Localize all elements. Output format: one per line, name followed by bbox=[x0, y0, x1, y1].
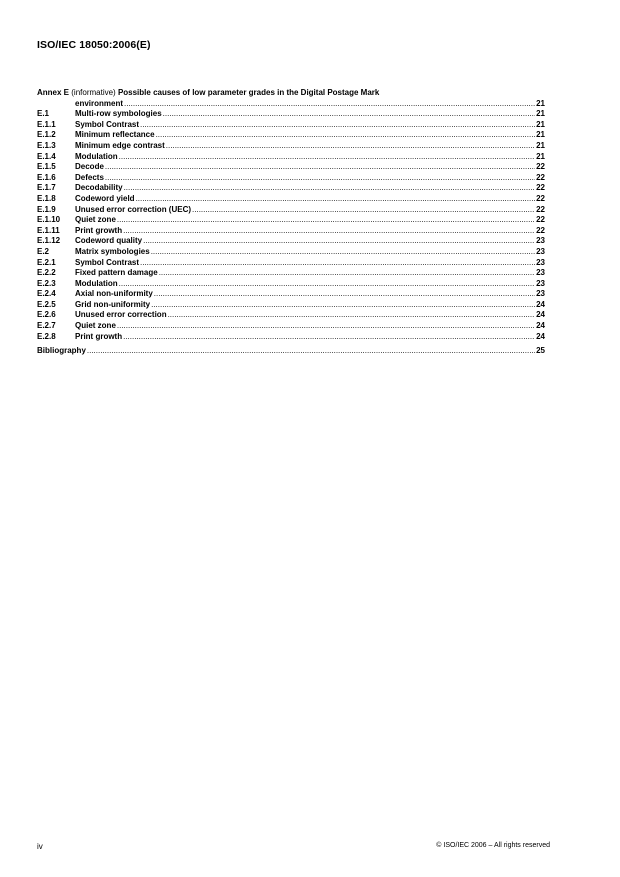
section-number: E.1.9 bbox=[37, 204, 56, 214]
footer-copyright: © ISO/IEC 2006 – All rights reserved bbox=[436, 842, 550, 849]
section-title: Print growth bbox=[75, 331, 123, 341]
dot-leader bbox=[151, 300, 535, 311]
page-number: 24 bbox=[536, 310, 545, 320]
page-number: 21 bbox=[536, 98, 545, 108]
toc-entry[interactable] bbox=[37, 205, 545, 216]
section-number: E.2.5 bbox=[37, 299, 56, 309]
dot-leader bbox=[119, 152, 535, 163]
section-number: E.2.4 bbox=[37, 289, 56, 299]
page-number: 22 bbox=[536, 162, 545, 172]
dot-leader bbox=[166, 141, 535, 152]
annex-title: Possible causes of low parameter grades in the Digital Postage Mark bbox=[117, 88, 380, 97]
toc-entry[interactable] bbox=[37, 152, 545, 163]
dot-leader bbox=[87, 346, 535, 357]
toc-entry[interactable] bbox=[37, 173, 545, 184]
dot-leader bbox=[156, 130, 536, 141]
section-number: E.1 bbox=[37, 109, 50, 119]
page-number: 23 bbox=[536, 236, 545, 246]
toc-entry[interactable] bbox=[37, 236, 545, 247]
table-of-contents bbox=[37, 88, 545, 357]
dot-leader bbox=[140, 120, 535, 131]
section-title: Modulation bbox=[75, 278, 118, 288]
section-number: E.1.4 bbox=[37, 151, 56, 161]
section-number: E.2.8 bbox=[37, 331, 56, 341]
dot-leader bbox=[123, 226, 535, 237]
section-title: Defects bbox=[75, 172, 104, 182]
section-number: E.2 bbox=[37, 246, 50, 256]
page-number: 22 bbox=[536, 193, 545, 203]
toc-entry[interactable] bbox=[37, 109, 545, 120]
footer-page-number: iv bbox=[37, 842, 43, 851]
dot-leader bbox=[124, 183, 536, 194]
toc-entry[interactable] bbox=[37, 300, 545, 311]
section-title: Multi-row symbologies bbox=[75, 109, 162, 119]
dot-leader bbox=[119, 279, 535, 290]
toc-entries bbox=[37, 109, 545, 342]
dot-leader bbox=[163, 109, 535, 120]
toc-entry[interactable] bbox=[37, 332, 545, 343]
annex-title-continued: environment bbox=[75, 98, 124, 108]
dot-leader bbox=[159, 268, 535, 279]
section-number: E.2.2 bbox=[37, 268, 56, 278]
page-number: 23 bbox=[536, 278, 545, 288]
section-title: Fixed pattern damage bbox=[75, 268, 158, 278]
section-title: Matrix symbologies bbox=[75, 246, 150, 256]
section-title: Symbol Contrast bbox=[75, 257, 140, 267]
page-number: 22 bbox=[536, 225, 545, 235]
section-title: Codeword yield bbox=[75, 193, 135, 203]
section-number: E.1.2 bbox=[37, 130, 56, 140]
page-number: 21 bbox=[536, 109, 545, 119]
page-number: 22 bbox=[536, 183, 545, 193]
section-number: E.2.6 bbox=[37, 310, 56, 320]
page-number: 25 bbox=[536, 346, 545, 356]
page-number: 23 bbox=[536, 246, 545, 256]
section-title: Grid non-uniformity bbox=[75, 299, 151, 309]
toc-entry[interactable] bbox=[37, 310, 545, 321]
page-number: 23 bbox=[536, 268, 545, 278]
toc-entry[interactable] bbox=[37, 162, 545, 173]
toc-entry[interactable] bbox=[37, 183, 545, 194]
section-title: Unused error correction bbox=[75, 310, 167, 320]
dot-leader bbox=[123, 332, 535, 343]
document-header: ISO/IEC 18050:2006(E) bbox=[37, 39, 151, 51]
toc-entry-bibliography[interactable] bbox=[37, 346, 545, 357]
section-number: E.1.5 bbox=[37, 162, 56, 172]
page-number: 24 bbox=[536, 331, 545, 341]
section-number: E.1.12 bbox=[37, 236, 61, 246]
section-title: Decode bbox=[75, 162, 104, 172]
toc-entry[interactable] bbox=[37, 268, 545, 279]
bibliography-title: Bibliography bbox=[37, 346, 86, 356]
section-number: E.1.11 bbox=[37, 225, 60, 235]
toc-entry[interactable] bbox=[37, 247, 545, 258]
dot-leader bbox=[154, 289, 535, 300]
section-title: Minimum edge contrast bbox=[75, 140, 165, 150]
section-title: Symbol Contrast bbox=[75, 119, 140, 129]
toc-entry[interactable] bbox=[37, 226, 545, 237]
toc-entry[interactable] bbox=[37, 141, 545, 152]
toc-entry[interactable] bbox=[37, 321, 545, 332]
annex-type: (informative) bbox=[71, 88, 116, 97]
dot-leader bbox=[143, 236, 535, 247]
page-number: 21 bbox=[536, 119, 545, 129]
dot-leader bbox=[117, 215, 535, 226]
section-number: E.1.7 bbox=[37, 183, 56, 193]
toc-entry[interactable] bbox=[37, 289, 545, 300]
section-number: E.1.10 bbox=[37, 215, 61, 225]
page-number: 22 bbox=[536, 204, 545, 214]
dot-leader bbox=[168, 310, 536, 321]
section-number: E.2.3 bbox=[37, 278, 56, 288]
page-number: 23 bbox=[536, 257, 545, 267]
section-title: Quiet zone bbox=[75, 321, 116, 331]
dot-leader bbox=[124, 99, 535, 110]
section-number: E.1.8 bbox=[37, 193, 56, 203]
annex-label: Annex E bbox=[37, 88, 70, 97]
section-title: Unused error correction (UEC) bbox=[75, 204, 192, 214]
section-number: E.1.6 bbox=[37, 172, 56, 182]
toc-entry[interactable] bbox=[37, 215, 545, 226]
section-number: E.2.1 bbox=[37, 257, 56, 267]
section-title: Minimum reflectance bbox=[75, 130, 155, 140]
toc-entry[interactable] bbox=[37, 194, 545, 205]
dot-leader bbox=[192, 205, 535, 216]
section-number: E.1.1 bbox=[37, 119, 56, 129]
section-title: Modulation bbox=[75, 151, 118, 161]
page-number: 21 bbox=[536, 130, 545, 140]
annex-heading bbox=[37, 88, 545, 99]
dot-leader bbox=[140, 258, 535, 269]
dot-leader bbox=[151, 247, 535, 258]
toc-entry[interactable] bbox=[37, 130, 545, 141]
section-title: Decodability bbox=[75, 183, 123, 193]
toc-entry[interactable] bbox=[37, 120, 545, 131]
page-number: 23 bbox=[536, 289, 545, 299]
toc-entry-annex-e[interactable] bbox=[37, 99, 545, 110]
page-number: 21 bbox=[536, 151, 545, 161]
page-number: 22 bbox=[536, 172, 545, 182]
section-title: Print growth bbox=[75, 225, 123, 235]
toc-entry[interactable] bbox=[37, 258, 545, 269]
page-number: 24 bbox=[536, 321, 545, 331]
dot-leader bbox=[136, 194, 536, 205]
dot-leader bbox=[105, 162, 535, 173]
section-title: Codeword quality bbox=[75, 236, 143, 246]
section-title: Quiet zone bbox=[75, 215, 116, 225]
section-number: E.2.7 bbox=[37, 321, 56, 331]
section-title: Axial non-uniformity bbox=[75, 289, 153, 299]
page-number: 21 bbox=[536, 140, 545, 150]
toc-entry[interactable] bbox=[37, 279, 545, 290]
dot-leader bbox=[117, 321, 535, 332]
section-number: E.1.3 bbox=[37, 140, 56, 150]
dot-leader bbox=[105, 173, 535, 184]
page-number: 22 bbox=[536, 215, 545, 225]
page-number: 24 bbox=[536, 299, 545, 309]
